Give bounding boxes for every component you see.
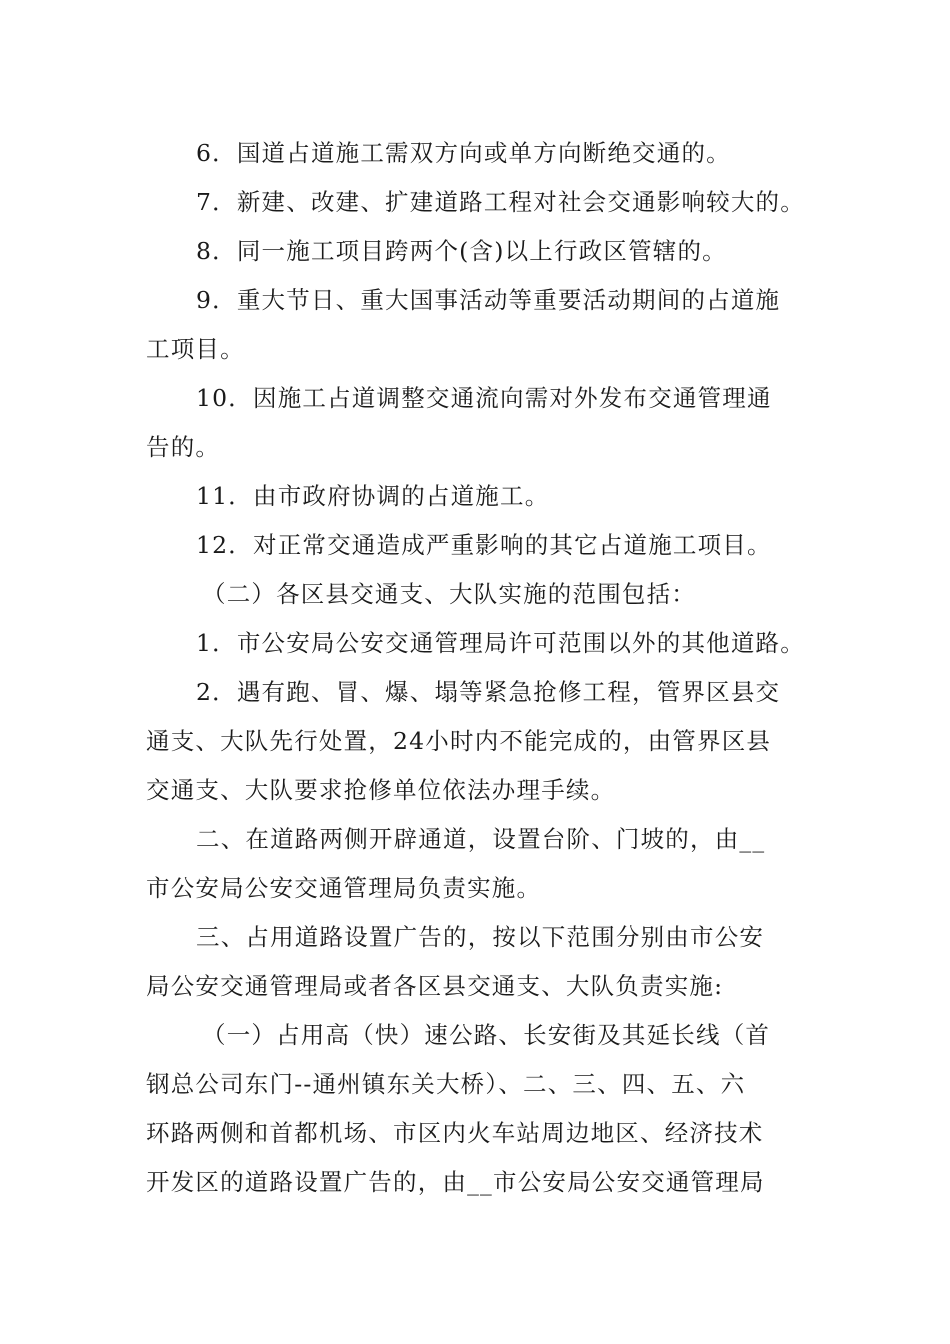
text-line: 市公安局公安交通管理局负责实施。 [146, 874, 542, 902]
text-line: 开发区的道路设置广告的，由__市公安局公安交通管理局 [146, 1168, 765, 1196]
document-body [146, 129, 810, 1207]
text-line: 局公安交通管理局或者各区县交通支、大队负责实施: [146, 972, 724, 1000]
text-line: 工项目。 [146, 335, 245, 363]
text-line: （一）占用高（快）速公路、长安街及其延长线（首 [202, 1021, 771, 1049]
text-line: 交通支、大队要求抢修单位依法办理手续。 [146, 776, 616, 804]
text-line: 钢总公司东门--通州镇东关大桥）、二、三、四、五、六 [146, 1070, 746, 1098]
text-line: 环路两侧和首都机场、市区内火车站周边地区、经济技术 [146, 1119, 764, 1147]
text-line: 6．国道占道施工需双方向或单方向断绝交通的。 [196, 139, 731, 167]
text-line: （二）各区县交通支、大队实施的范围包括： [202, 580, 696, 608]
text-line: 告的。 [146, 433, 221, 461]
text-line: 10．因施工占道调整交通流向需对外发布交通管理通 [196, 384, 772, 412]
text-line: 7．新建、改建、扩建道路工程对社会交通影响较大的。 [196, 188, 805, 216]
text-line: 二、在道路两侧开辟通道，设置台阶、门坡的，由__ [196, 825, 766, 853]
text-line: 9．重大节日、重大国事活动等重要活动期间的占道施 [196, 286, 781, 314]
text-line: 1．市公安局公安交通管理局许可范围以外的其他道路。 [196, 629, 805, 657]
text-line: 通支、大队先行处置，24小时内不能完成的，由管界区县 [146, 727, 772, 755]
text-line: 11．由市政府协调的占道施工。 [196, 482, 550, 510]
text-line: 12．对正常交通造成严重影响的其它占道施工项目。 [196, 531, 772, 559]
text-line: 2．遇有跑、冒、爆、塌等紧急抢修工程，管界区县交 [196, 678, 781, 706]
text-line: 8．同一施工项目跨两个(含)以上行政区管辖的。 [196, 237, 727, 265]
text-line: 三、占用道路设置广告的，按以下范围分别由市公安 [196, 923, 765, 951]
